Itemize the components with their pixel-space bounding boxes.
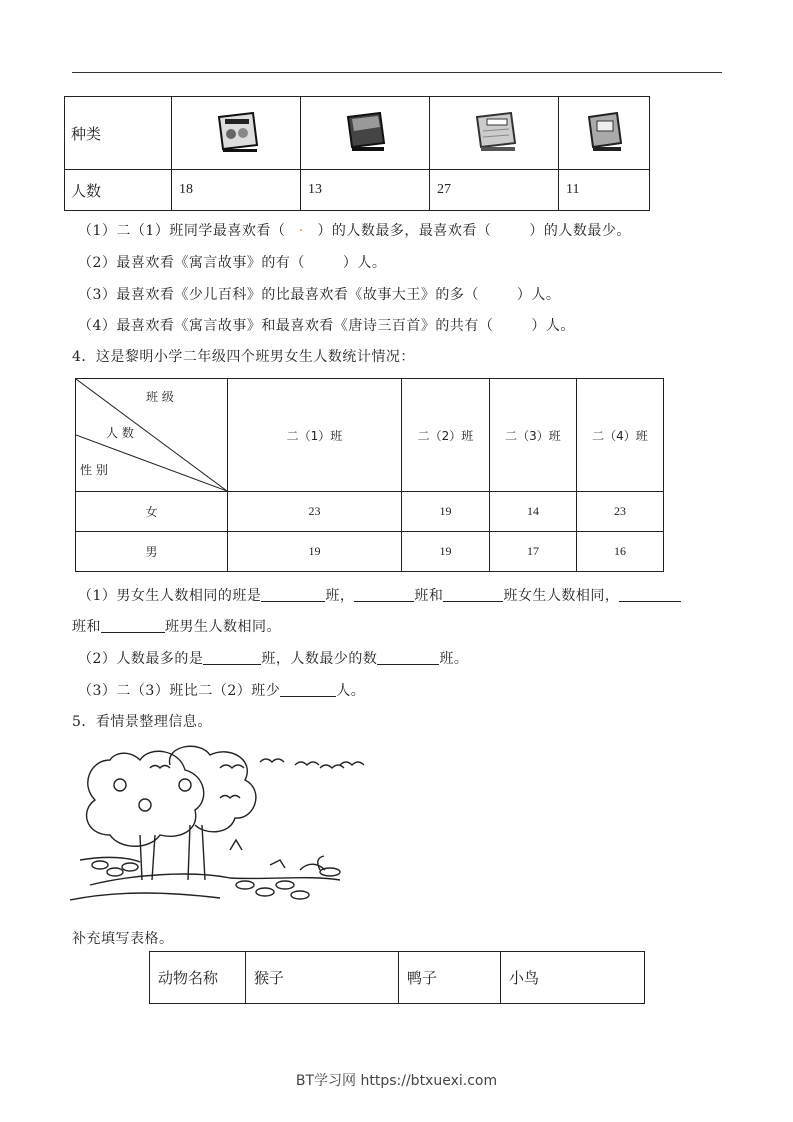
answer-blank[interactable] xyxy=(261,587,325,602)
gender-cell: 男 xyxy=(76,532,228,572)
q4-sentence-2: （2）人数最多的是 班，人数最少的数 班。 xyxy=(78,651,469,667)
book-icon xyxy=(559,97,650,170)
class-gender-table xyxy=(75,378,664,572)
fill-prompt: 补充填写表格。 xyxy=(72,931,174,947)
class-header: 二（4）班 xyxy=(577,379,664,492)
answer-blank[interactable] xyxy=(280,682,336,697)
count-cell: 19 xyxy=(402,532,490,572)
count-cell: 16 xyxy=(577,532,664,572)
count-header-label: 人 数 xyxy=(106,426,134,440)
count-cell: 17 xyxy=(490,532,577,572)
table-row xyxy=(76,532,664,572)
q3-line-1: （1）二（1）班同学最喜欢看（ · ）的人数最多，最喜欢看（ ）的人数最少。 xyxy=(78,223,631,239)
q3-line-4: （4）最喜欢看《寓言故事》和最喜欢看《唐诗三百首》的共有（ ）人。 xyxy=(78,318,575,334)
class-header-label: 班 级 xyxy=(146,390,174,404)
answer-blank[interactable] xyxy=(203,650,261,665)
q4-sentence-3: （3）二（3）班比二（2）班少 人。 xyxy=(78,683,366,699)
gender-header-label: 性 别 xyxy=(80,463,108,477)
book-count: 11 xyxy=(559,170,650,211)
table-row xyxy=(76,492,664,532)
book-count: 27 xyxy=(430,170,559,211)
animal-cell: 小鸟 xyxy=(501,952,645,1004)
answer-blank[interactable] xyxy=(443,587,503,602)
scene-illustration-icon xyxy=(70,740,370,910)
class-header: 二（3）班 xyxy=(490,379,577,492)
gender-cell: 女 xyxy=(76,492,228,532)
book-count: 13 xyxy=(301,170,430,211)
diagonal-header-cell xyxy=(76,379,228,492)
q3-line-3: （3）最喜欢看《少儿百科》的比最喜欢看《故事大王》的多（ ）人。 xyxy=(78,287,561,303)
count-cell: 19 xyxy=(228,532,402,572)
answer-blank[interactable] xyxy=(377,650,439,665)
book-preference-table xyxy=(64,96,650,211)
q3-line-2: （2）最喜欢看《寓言故事》的有（ ）人。 xyxy=(78,255,387,271)
count-cell: 23 xyxy=(577,492,664,532)
q4-sentence-1: （1）男女生人数相同的班是 班， 班和 班女生人数相同， xyxy=(78,585,681,605)
q4-sentence-1-cont: 班和 班男生人数相同。 xyxy=(72,619,281,635)
count-cell: 14 xyxy=(490,492,577,532)
footer-watermark: BT学习网 https://btxuexi.com xyxy=(295,1073,498,1089)
book-count: 18 xyxy=(172,170,301,211)
book-icon xyxy=(430,97,559,170)
class-header: 二（2）班 xyxy=(402,379,490,492)
animal-name-header: 动物名称 xyxy=(150,952,246,1004)
answer-blank[interactable] xyxy=(101,618,165,633)
class-header: 二（1）班 xyxy=(228,379,402,492)
q4-title: 4．这是黎明小学二年级四个班男女生人数统计情况： xyxy=(72,349,415,365)
answer-blank[interactable] xyxy=(619,587,681,602)
category-label: 种类 xyxy=(65,97,172,170)
book-icon xyxy=(172,97,301,170)
q5-title: 5．看情景整理信息。 xyxy=(72,714,212,730)
animal-cell: 鸭子 xyxy=(399,952,501,1004)
count-label: 人数 xyxy=(65,170,172,211)
book-icon xyxy=(301,97,430,170)
animal-cell: 猴子 xyxy=(246,952,399,1004)
header-rule xyxy=(72,72,722,73)
animal-table xyxy=(149,951,645,1004)
count-cell: 23 xyxy=(228,492,402,532)
table-row xyxy=(150,952,645,1004)
count-cell: 19 xyxy=(402,492,490,532)
answer-blank[interactable] xyxy=(354,587,414,602)
